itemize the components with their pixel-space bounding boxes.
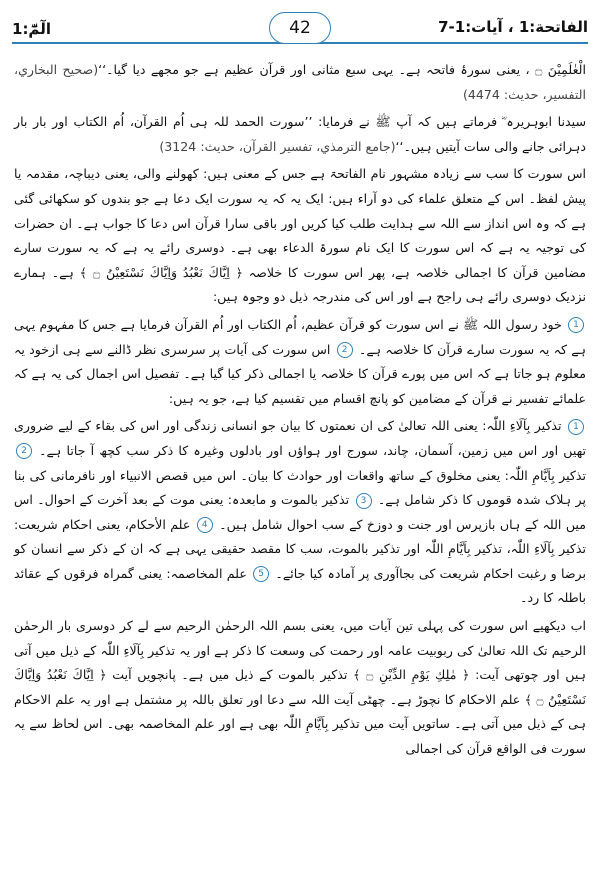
point-number: 1 [568,419,584,435]
page-number: 42 [269,12,331,44]
page-header [12,10,588,54]
quran-verse: الْعٰلَمِيْنَ ۝ [529,62,586,77]
body-text: اب دیکھیے اس سورت کی پہلی تین آیات میں، یعنی بسم اللہ الرحمٰن الرحیم سے لے کر دوسری بار الرحمٰن الرحیم تک اللہ تعالیٰ کی ربوبیت عامہ اور رحمت کی وسعت کا ذکر ہے اور یہ تذکیر بِآلَاءِ اللّٰہ کے ذیل میں آتی ہیں اور چوتھی آیت: [14,618,587,683]
paragraph [14,414,586,611]
hadith-reference: (صحيح البخاري، التفسير، حديث: 4474) [14,62,586,102]
body-text: ، یعنی سورۂ فاتحہ ہے۔ یہی سبع مثانی اور قرآن عظیم ہے جو مجھے دیا گیا۔‘‘ [98,62,530,77]
page-body [14,58,586,877]
point-number: 2 [16,443,32,459]
body-text: اس سورت کا سب سے زیادہ مشہور نام الفاتحۃ ہے جس کے معنی ہیں: کھولنے والی، یعنی دیباچہ، مقدمہ یا پیش لفظ۔ اس کے متعلق علماء کی دو آراء ہیں: ایک یہ کہ یہ سورت ایک دعا ہے جو بندوں کو سکھائی گئی ہے کہ وہ اس انداز سے اللہ سے ہدایت طلب کیا کریں اور باقی سارا قرآن اس دعا کا جواب ہے۔ ان حضرات کی توجیہ یہ ہے کہ اس سورت کا ایک نام سورۃ الدعاء بھی ہے۔ دوسری رائے یہ ہے کہ یہ سورت سارے مضامین قرآن کا اجمالی خلاصہ ہے، پھر اس سورت کا خلاصہ [14,166,586,280]
surah-label-left: الٓمّٓ:1 [12,20,51,38]
body-text: تذکیر بِاَیَّامِ اللّٰہ: یعنی مخلوق کے ساتھ واقعات اور حوادث کا بیان۔ اس میں قصص الانبیاء اور نافرمانی کی بنا پر ہلاک شدہ قوموں کا ذکر شامل ہے۔ [14,467,586,508]
body-text: علم الاحکام کا نچوڑ ہے۔ چھٹی آیت اللہ سے دعا اور تعلق باللہ پر مشتمل ہے اور یہ علم الاحکام ہی کے ذیل میں آتی ہے۔ ساتویں آیت میں تذکیر بِاَیَّامِ اللّٰہ بھی ہے اور علم المخاصمہ بھی۔ اس لحاظ سے یہ سورت فی الواقع قرآن کی اجمالی [14,691,586,757]
point-number: 4 [197,517,213,533]
paragraph [14,313,586,411]
paragraph [14,614,586,762]
point-number: 3 [356,493,372,509]
body-text: خود رسول اللہ ﷺ نے اس سورت کو قرآن عظیم، اُم الکتاب اور اُم القرآن فرمایا ہے جس کا مفہوم یہی ہے کہ یہ سورت سارے قرآن کا خلاصہ ہے۔ [14,316,586,357]
body-text: تذکیر بالموت کے ذیل میں ہے۔ پانچویں آیت [106,667,353,683]
point-number: 5 [253,566,269,582]
body-text: تذکیر بِآلَاءِ اللّٰہ: یعنی اللہ تعالیٰ کی ان نعمتوں کا بیان جو انسانی زندگی اور اس کی بقاء کے لیے ضروری تھیں اور اس میں زمین، آسمان، چاند، سورج اور ہواؤں اور بادلوں وغیرہ کا ذکر سب کچھ آ جاتا ہے۔ [14,418,586,458]
body-text: ہے۔ ہمارے نزدیک دوسری رائے ہی راجح ہے اور اس کی مندرجہ ذیل دو وجوہ ہیں: [14,264,586,305]
quran-verse: ﴿ اِيَّاكَ نَعْبُدُ وَاِيَّاكَ نَسْتَعِيْنُ ۝ ﴾ [79,264,243,280]
body-text: علم المخاصمہ: یعنی گمراہ فرقوں کے عقائد باطلہ کا رد۔ [14,565,586,606]
paragraph [14,162,586,310]
quran-verse: ﴿ اِيَّاكَ نَعْبُدُ وَاِيَّاكَ نَسْتَعِيْنُ ۝ ﴾ [14,667,586,707]
body-text: سیدنا ابوہریرہ ؓ فرماتے ہیں کہ آپ ﷺ نے فرمایا: ’’سورت الحمد للہ ہی اُم القرآن، اُم الکتاب اور بار بار دہرائی جانے والی سات آیتیں ہیں۔‘‘ [14,114,586,154]
body-text: تذکیر بالموت و مابعدہ: یعنی موت کے بعد آخرت کے احوال۔ اس میں اللہ کے ہاں بازپرس اور جنت و دوزخ کے سب احوال شامل ہیں۔ [14,492,586,532]
hadith-reference: (جامع الترمذي، تفسير القرآن، حديث: 3124) [159,138,396,154]
paragraph [14,110,586,159]
surah-label-right: الفاتحة:1 ، آیات:1-7 [438,18,588,36]
point-number: 1 [568,317,584,333]
body-text: علم الأحکام، یعنی احکام شریعت: تذکیر بِآلَاءِ اللّٰہ، تذکیر بِاَیَّامِ اللّٰہ اور تذکیر بالموت، سب کا مقصد حقیقی یہی ہے کہ ان کے ذکر سے انسان کو برضا و رغبت احکام شریعت کی بجاآوری پر آمادہ کیا جائے۔ [14,516,586,581]
paragraph [14,58,586,107]
point-number: 2 [337,342,353,358]
body-text: اس سورت کی آیات پر سرسری نظر ڈالنے سے ہی ازخود یہ معلوم ہو جاتا ہے کہ اس میں پورے قرآن کا خلاصہ یا اجمالی ذکر کیا گیا ہے۔ تفصیل اس اجمال کی یہ ہے کہ علمائے تفسیر نے قرآن کے مضامین کو پانچ اقسام میں تقسیم کیا ہے، جو یہ ہیں: [14,341,586,406]
quran-verse: ﴿ مٰلِكِ يَوْمِ الدِّيْنِ ۝ ﴾ [352,667,470,683]
